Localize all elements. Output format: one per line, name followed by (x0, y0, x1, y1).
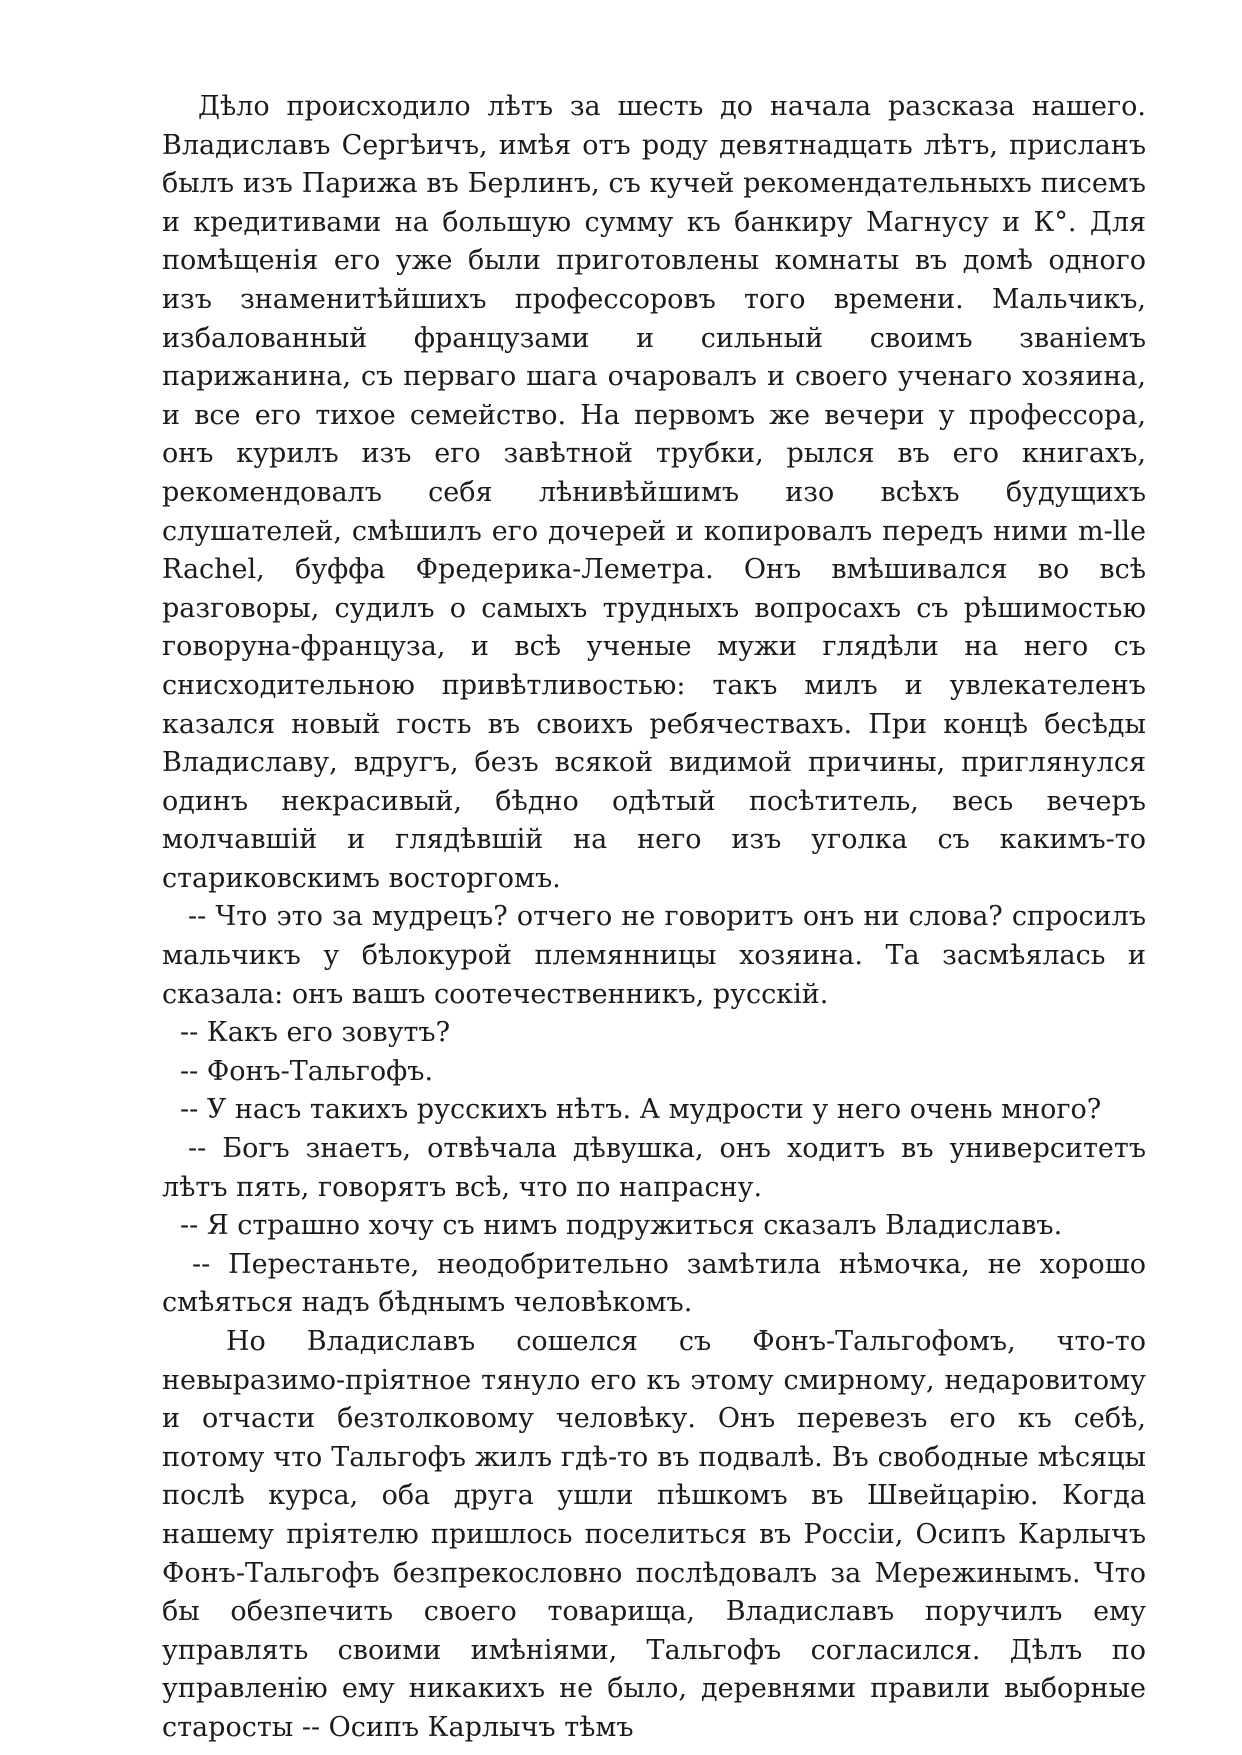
dialogue-line: -- Я страшно хочу съ нимъ подружиться сказалъ Владиславъ. (180, 1210, 1063, 1242)
paragraph-continuation: Но Владиславъ сошелся съ Фонъ-Тальгофомъ, что-то невыразимо-пріятное тянуло его къ этому смирному, недаровитому и отчасти безтолковому человѣку. Онъ перевезъ его къ себѣ, потому что Тальгофъ жилъ гдѣ-то въ подвалѣ. Въ свободные мѣсяцы послѣ курса, оба друга ушли пѣшкомъ въ Швейцарію. Когда нашему пріятелю пришлось поселиться въ Россіи, Осипъ Карлычъ Фонъ-Тальгофъ безпрекословно послѣдовалъ за Мережинымъ. Что бы обезпечить своего товарища, Владиславъ поручилъ ему управлять своими имѣніями, Тальгофъ согласился. Дѣлъ по управленію ему никакихъ не было, деревнями правили выборные старосты -- Осипъ Карлычъ тѣмъ (162, 1326, 1146, 1743)
dialogue-line: -- Что это за мудрецъ? отчего не говоритъ онъ ни слова? спросилъ мальчикъ у бѣлокурой племянницы хозяина. Та засмѣялась и сказала: онъ вашъ соотечественникъ, русскій. (162, 901, 1146, 1010)
dialogue-line: -- У насъ такихъ русскихъ нѣтъ. А мудрости у него очень много? (180, 1094, 1102, 1126)
dialogue-line: -- Какъ его зовутъ? (180, 1017, 451, 1049)
dialogue-line: -- Перестаньте, неодобрительно замѣтила нѣмочка, не хорошо смѣяться надъ бѣднымъ человѣкомъ. (162, 1248, 1146, 1319)
paragraph-intro: Дѣло происходило лѣтъ за шесть до начала разсказа нашего. Владиславъ Сергѣичъ, имѣя отъ роду девятнадцать лѣтъ, присланъ былъ изъ Парижа въ Берлинъ, съ кучей рекомендательныхъ писемъ и кредитивами на большую сумму къ банкиру Магнусу и К°. Для помѣщенія его уже были приготовлены комнаты въ домѣ одного изъ знаменитѣйшихъ профессоровъ того времени. Мальчикъ, избалованный французами и сильный своимъ званіемъ парижанина, съ перваго шага очаровалъ и своего ученаго хозяина, и все его тихое семейство. На первомъ же вечери у профессора, онъ курилъ изъ его завѣтной трубки, рылся въ его книгахъ, рекомендовалъ себя лѣнивѣйшимъ изо всѣхъ будущихъ слушателей, смѣшилъ его дочерей и копировалъ передъ ними m-lle Rachel, буффа Фредерика-Леметра. Онъ вмѣшивался во всѣ разговоры, судилъ о самыхъ трудныхъ вопросахъ съ рѣшимостью говоруна-француза, и всѣ ученые мужи глядѣли на него съ снисходительною привѣтливостью: такъ милъ и увлекателенъ казался новый гость въ своихъ ребячествахъ. При концѣ бесѣды Владиславу, вдругъ, безъ всякой видимой причины, приглянулся одинъ некрасивый, бѣдно одѣтый посѣтитель, весь вечеръ молчавшій и глядѣвшій на него изъ уголка съ какимъ-то стариковскимъ восторгомъ. (162, 91, 1146, 894)
dialogue-line: -- Богъ знаетъ, отвѣчала дѣвушка, онъ ходитъ въ университетъ лѣтъ пять, говорятъ всѣ, что по напрасну. (162, 1133, 1146, 1203)
page-body (162, 88, 1146, 1748)
dialogue-line: -- Фонъ-Тальгофъ. (180, 1055, 434, 1087)
